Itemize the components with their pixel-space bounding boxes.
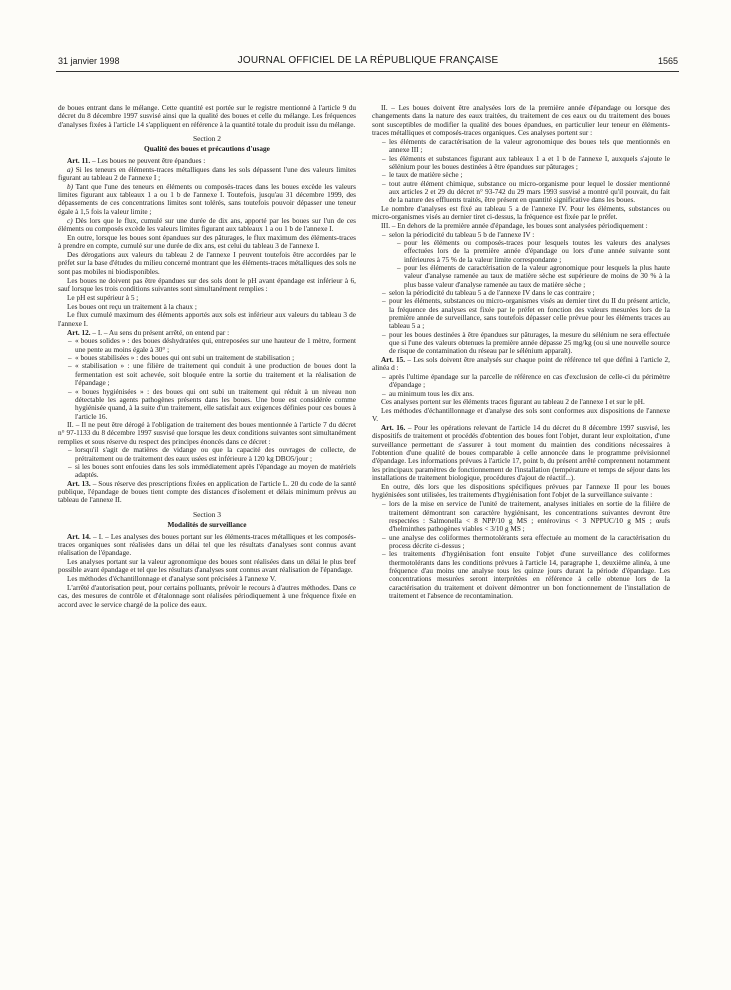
paragraph: Ces analyses portent sur les éléments traces figurant au tableau 2 de l'annexe I et sur le pH. [381, 398, 645, 407]
article-11 [58, 157, 356, 165]
sub-list [389, 239, 670, 289]
page-header [58, 56, 678, 70]
section-title: Modalités de surveillance [167, 520, 247, 530]
list-item: – les éléments et substances figurant aux tableaux 1 a et 1 b de l'annexe I, auxquels s'ajoute le sélénium pour les boues destinées à être épandues sur pâturages ; [382, 155, 670, 172]
conditions-list [58, 446, 356, 479]
item-text: Dès lors que le flux, cumulé sur une durée de dix ans, apporté par les boues sur l'un de ces éléments ou composés excède les valeurs limites figurant aux tableaux 1 a ou 1 b de l'annexe I. [58, 216, 356, 233]
article-text: – I. – Au sens du présent arrêté, on entend par : [90, 328, 230, 337]
article-16 [372, 424, 670, 482]
soil-analysis-list [372, 373, 670, 398]
list-item: – au minimum tous les dix ans. [382, 390, 670, 398]
paragraph: Des dérogations aux valeurs du tableau 2 de l'annexe I peuvent toutefois être accordées par le préfet sur la base d'études du milieu concerné montrant que les éléments-traces métalliques des sols ne sont pas mobiles ni biodisponibles. [58, 251, 356, 276]
paragraph: II. – Il ne peut être dérogé à l'obligation de traitement des boues mentionnée à l'article 7 du décret n° 97-1133 du 8 décembre 1997 susvisé que lorsque les deux conditions suivantes sont simultanément remplies et sous réserve du respect des principes énoncés dans ce décret : [58, 420, 356, 446]
item-label: b) [67, 182, 74, 191]
list-item: – pour les éléments ou composés-traces pour lesquels toutes les valeurs des analyses effectuées lors de la première année d'épandage ou lors d'une année suivante sont inférieures à 75 % de la valeur limite correspondante ; [397, 239, 670, 264]
left-column [58, 104, 356, 610]
list-item: – « boues solides » : des boues déshydratées qui, entreposées sur une hauteur de 1 mètre, forment une pente au moins égale à 30° ; [68, 337, 356, 354]
paragraph: Les boues ne doivent pas être épandues sur des sols dont le pH avant épandage est inférieur à 6, sauf lorsque les trois conditions suivantes sont simultanément remplies : [58, 276, 356, 293]
list-item: – si les boues sont enfouies dans les sols immédiatement après l'épandage au moyen de matériels adaptés. [68, 463, 356, 480]
list-item: – pour les éléments, substances ou micro-organismes visés au dernier tiret du II du présent article, la fréquence des analyses est fixée par le préfet en fonction des valeurs mesurées lors de la première année de surveillance, sans toutefois dépasser celle prévue pour les éléments traces au tableau 5 a ; [382, 297, 670, 330]
paragraph: Le nombre d'analyses est fixé au tableau 5 a de l'annexe IV. Pour les éléments, substances ou micro-organismes visés au dernier tiret ci-dessus, la fréquence est fixée par le préfet. [372, 204, 670, 221]
definitions-list [58, 337, 356, 420]
section-heading: Section 2 [192, 134, 222, 144]
paragraph: En outre, lorsque les boues sont épandues sur des pâturages, le flux maximum des éléments-traces à prendre en compte, cumulé sur une durée de dix ans, est celui du tableau 3 de l'annexe I. [58, 233, 356, 251]
header-date: 31 janvier 1998 [58, 56, 120, 66]
section-title: Qualité des boues et précautions d'usage [144, 144, 270, 154]
item-label: c) [67, 216, 73, 225]
item-c [58, 217, 356, 234]
list-item: – selon la périodicité du tableau 5 a de l'annexe IV dans le cas contraire ; [382, 289, 670, 297]
list-item: – le taux de matière sèche ; [382, 171, 670, 179]
list-item: – pour les éléments de caractérisation de la valeur agronomique pour lesquels la plus haute valeur d'analyse ramenée au taux de matière sèche est supérieure de moins de 30 % à la plus basse valeur d'analyse ramenée au taux de matière sèche ; [397, 264, 670, 289]
paragraph: Les méthodes d'échantillonnage et d'analyse sont précisées à l'annexe V. [67, 575, 277, 584]
paragraph: L'arrêté d'autorisation peut, pour certains polluants, prévoir le recours à d'autres méthodes. Dans ce cas, des mesures de contrôle et d'étalonnage sont réalisées périodiquement à une fréquence fixée en accord avec le service chargé de la police des eaux. [58, 584, 356, 609]
list-item-text: selon la périodicité du tableau 5 b de l'annexe IV : [389, 230, 535, 239]
article-text: – Pour les opérations relevant de l'article 14 du décret du 8 décembre 1997 susvisé, les dispositifs de traitement et procédés d'obtention des boues font l'objet, durant leur exploitation, d'une surveillance permettant de s'assurer à tout moment du maintien des conditions nécessaires à l'obtention d'une qualité de boues comparable à celle annoncée dans le programme prévisionnel d'épandage. Les informations prévues à l'article 17, point b, du présent arrêté comprennent notamment les principaux paramètres de fonctionnement de l'installation (température et temps de séjour dans les installations de traitement biologique, procédures d'ajout de réactif...). [372, 424, 670, 483]
periodicity-list [372, 231, 670, 356]
article-label: Art. 12. [67, 328, 91, 337]
article-text: – Sous réserve des prescriptions fixées en application de l'article L. 20 du code de la santé publique, l'épandage de boues tient compte des distances d'isolement et délais minimum prévus au tableau de l'annexe II. [58, 479, 356, 505]
hygiene-list [372, 500, 670, 600]
paragraph: de boues entrant dans le mélange. Cette quantité est portée sur le registre mentionné à l'article 9 du décret du 8 décembre 1997 susvisé ainsi que la qualité des boues et celle du mélange. Les fréquences d'analyses fixées à l'article 14 s'appliquent en référence à la quantité totale du produit issu du mélange. [58, 104, 356, 129]
paragraph: Le pH est supérieur à 5 ; [67, 293, 139, 302]
item-text: Si les teneurs en éléments-traces métalliques dans les sols dépassent l'une des valeurs limites figurant au tableau 2 de l'annexe I ; [58, 165, 356, 182]
article-text: – I. – Les analyses des boues portant sur les éléments-traces métalliques et les composés-traces organiques sont réalisées dans un délai tel que les résultats d'analyses sont connus avant réalisation de l'épandage. [58, 532, 356, 558]
paragraph: II. – Les boues doivent être analysées lors de la première année d'épandage ou lorsque des changements dans la nature des eaux traitées, du traitement de ces eaux ou du traitement des boues sont susceptibles de modifier la qualité des boues épandues, en particulier leur teneur en éléments-traces métalliques et composés-traces organiques. Ces analyses portent sur : [372, 104, 670, 138]
article-label: Art. 13. [67, 479, 91, 488]
list-item: – après l'ultime épandage sur la parcelle de référence en cas d'exclusion de celle-ci du périmètre d'épandage ; [382, 373, 670, 390]
section-heading: Section 3 [192, 509, 222, 519]
paragraph: III. – En dehors de la première année d'épandage, les boues sont analysées périodiquement : [381, 221, 648, 230]
analyses-list [372, 138, 670, 205]
list-item: – « boues hygiénisées » : des boues qui ont subi un traitement qui réduit à un niveau non détectable les agents pathogènes présents dans les boues. Une boue est considérée comme hygiénisée quand, à la suite d'un traitement, elle satisfait aux exigences définies pour ces boues à l'article 16. [68, 388, 356, 421]
journal-title: JOURNAL OFFICIEL DE LA RÉPUBLIQUE FRANÇAISE [237, 55, 499, 66]
item-label: a) [67, 165, 74, 174]
list-item [382, 231, 670, 289]
item-b [58, 183, 356, 216]
list-item: – « stabilisation » : une filière de traitement qui conduit à une production de boues dont la fermentation est soit achevée, soit bloquée entre la sortie du traitement et la réalisation de l'épandage ; [68, 362, 356, 387]
list-item: – « boues stabilisées » : des boues qui ont subi un traitement de stabilisation ; [68, 354, 356, 362]
list-item: – les traitements d'hygiénisation font ensuite l'objet d'une surveillance des coliformes thermotolérants dans les conditions prévues à l'article 14, paragraphe 1, deuxième alinéa, à une fréquence d'au moins une analyse tous les quinze jours durant la période d'épandage. Les concentrations mesurées seront interprétées en référence à celle obtenue lors de la caractérisation du traitement et doivent démontrer un bon fonctionnement de l'installation de traitement et l'absence de recontamination. [382, 550, 670, 600]
paragraph: Le flux cumulé maximum des éléments apportés aux sols est inférieur aux valeurs du tableau 3 de l'annexe I. [58, 311, 356, 328]
list-item: – tout autre élément chimique, substance ou micro-organisme pour lequel le dossier mentionné aux articles 2 et 29 du décret n° 93-742 du 29 mars 1993 susvisé a montré qu'il pouvait, du fait de la nature des effluents traités, être présent en quantité significative dans les boues. [382, 180, 670, 205]
header-rule [56, 71, 679, 72]
list-item: – lorsqu'il s'agit de matières de vidange ou que la capacité des ouvrages de collecte, de prétraitement ou de traitement des eaux usées est inférieure à 120 kg DBO5/jour ; [68, 446, 356, 463]
right-column [372, 104, 670, 600]
list-item: – les éléments de caractérisation de la valeur agronomique des boues tels que mentionnés en annexe III ; [382, 138, 670, 155]
paragraph: En outre, dès lors que les dispositions spécifiques prévues par l'annexe II pour les boues hygiénisées sont utilisées, les traitements d'hygiénisation font l'objet de la surveillance suivante : [372, 482, 670, 500]
article-text: – Les sols doivent être analysés sur chaque point de référence tel que défini à l'article 2, alinéa d : [372, 355, 670, 373]
page-number: 1565 [657, 56, 678, 66]
paragraph: Les boues ont reçu un traitement à la chaux ; [67, 302, 197, 311]
list-item: – pour les boues destinées à être épandues sur pâturages, la mesure du sélénium ne sera effectuée que si l'une des valeurs obtenues la première année dépasse 25 mg/kg (ou si une nouvelle source de risque de contamination du réseau par le sélénium apparaît). [382, 331, 670, 356]
item-text: Tant que l'une des teneurs en éléments ou composés-traces dans les boues excède les valeurs limites figurant aux tableaux 1 a ou 1 b de l'annexe I. Toutefois, jusqu'au 31 décembre 1999, des dépassements de ces concentrations limites sont tolérés, sans toutefois pouvoir dépasser une teneur égale à 1,5 fois la valeur limite ; [58, 182, 356, 216]
list-item: – une analyse des coliformes thermotolérants sera effectuée au moment de la caractérisation du process décrite ci-dessus ; [382, 534, 670, 551]
article-label: Art. 11. [67, 156, 91, 165]
item-a [58, 166, 356, 183]
article-13 [58, 480, 356, 505]
article-text: – Les boues ne peuvent être épandues : [90, 156, 206, 165]
paragraph: Les méthodes d'échantillonnage et d'analyse des sols sont conformes aux dispositions de l'annexe V. [372, 406, 670, 424]
paragraph: Les analyses portant sur la valeur agronomique des boues sont réalisées dans un délai le plus bref possible avant épandage et tel que les résultats d'analyses sont connus avant réalisation de l'épandage. [58, 558, 356, 575]
list-item: – lors de la mise en service de l'unité de traitement, analyses initiales en sortie de la filière de traitement démontrant son caractère hygiénisant, les concentrations suivantes devront être respectées : Salmonella < 8 NPP/10 g MS ; entérovirus < 3 NPPUC/10 g MS ; œufs d'helminthes pathogènes viables < 3/10 g MS ; [382, 500, 670, 533]
article-label: Art. 16. [381, 424, 406, 433]
article-14 [58, 533, 356, 558]
article-15 [372, 356, 670, 373]
article-label: Art. 15. [381, 355, 406, 364]
article-12 [58, 329, 356, 337]
article-label: Art. 14. [67, 532, 91, 541]
